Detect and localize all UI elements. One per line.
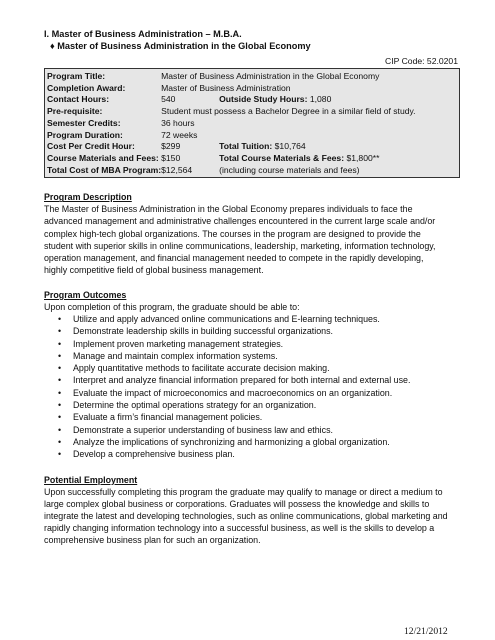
list-item <box>44 374 460 386</box>
program-summary-table <box>47 71 457 176</box>
text-line: rapidly changing information technology into a successful business, as well is the skills to develop a <box>44 522 435 533</box>
contact-hours-label: Contact Hours: <box>47 94 110 105</box>
program-title-label: Program Title: <box>47 71 106 81</box>
text-line: integrate the latest and developing technologies, such as online communications, global marketing and <box>44 510 448 521</box>
text-line: operation management, and financial management needed to compete in the rapidly developing, <box>44 252 424 263</box>
footer-date: 12/21/2012 <box>404 626 448 637</box>
text-line: comprehensive business plan for such an organization. <box>44 534 261 545</box>
program-description-text <box>44 203 460 276</box>
list-item-text: Apply quantitative methods to facilitate accurate decision making. <box>73 363 330 374</box>
list-item-text: Analyze the implications of synchronizing and harmonizing a global organization. <box>73 436 390 447</box>
list-item-text: Evaluate a firm’s financial management policies. <box>73 412 263 423</box>
outside-hours-value: 1,080 <box>309 94 332 105</box>
summary-row <box>47 130 457 142</box>
text-line: The Master of Business Administration in the Global Economy prepares individuals to face the <box>44 204 413 215</box>
list-item-text: Demonstrate a superior understanding of business law and ethics. <box>73 424 333 435</box>
bullet-icon: • <box>58 449 62 460</box>
total-materials-cell <box>219 153 457 165</box>
text-line: Upon successfully completing this program the graduate may qualify to manage or direct a medium to <box>44 486 443 497</box>
summary-row <box>47 118 457 130</box>
prerequisite-label: Pre-requisite: <box>47 106 103 117</box>
summary-row <box>47 141 457 153</box>
semester-credits-value: 36 hours <box>161 117 195 128</box>
list-item <box>44 350 460 362</box>
contact-hours-value: 540 <box>161 94 176 105</box>
total-tuition-cell <box>219 141 457 153</box>
diamond-bullet-icon: ♦ <box>50 41 55 51</box>
potential-employment-text <box>44 486 460 546</box>
list-item <box>44 313 460 325</box>
program-heading <box>44 40 460 52</box>
text-line: highly competitive field of global business management. <box>44 264 264 275</box>
prerequisite-value: Student must possess a Bachelor Degree in a similar field of study. <box>161 106 416 117</box>
text-line: large complex global business or corporations. Graduates will possess the knowledge and skills to <box>44 498 430 509</box>
list-item <box>44 325 460 337</box>
bullet-icon: • <box>58 400 62 411</box>
list-item-text: Implement proven marketing management strategies. <box>73 338 284 349</box>
text-line: advanced management and administrative challenges encountered in the current large scale and/or <box>44 216 436 227</box>
bullet-icon: • <box>58 387 62 398</box>
program-description-title: Program Description <box>44 192 132 203</box>
completion-award-label: Completion Award: <box>47 82 126 93</box>
total-cost-label: Total Cost of MBA Program: <box>47 164 162 175</box>
bullet-icon: • <box>58 412 62 423</box>
outside-hours-label: Outside Study Hours: <box>219 94 308 105</box>
program-heading-text: Master of Business Administration in the Global Economy <box>57 41 311 51</box>
summary-row <box>47 71 457 83</box>
list-item <box>44 448 460 460</box>
cip-code: CIP Code: 52.0201 <box>385 56 458 66</box>
total-cost-note: (including course materials and fees) <box>219 164 360 175</box>
program-outcomes-intro: Upon completion of this program, the graduate should be able to: <box>44 301 300 312</box>
summary-row <box>47 153 457 165</box>
list-item-text: Utilize and apply advanced online communications and E-learning techniques. <box>73 313 380 324</box>
semester-credits-label: Semester Credits: <box>47 117 121 128</box>
total-tuition-label: Total Tuition: <box>219 141 273 152</box>
outside-hours-cell <box>219 94 457 106</box>
course-materials-value: $150 <box>161 152 181 163</box>
program-duration-value: 72 weeks <box>161 129 198 140</box>
completion-award-value: Master of Business Administration <box>161 82 291 93</box>
total-materials-value: $1,800** <box>346 152 380 163</box>
cost-per-credit-label: Cost Per Credit Hour: <box>47 141 135 152</box>
document-page <box>44 24 460 546</box>
bullet-icon: • <box>58 350 62 361</box>
course-materials-label: Course Materials and Fees: <box>47 152 159 163</box>
list-item <box>44 411 460 423</box>
list-item <box>44 424 460 436</box>
list-item-text: Demonstrate leadership skills in building successful organizations. <box>73 326 333 337</box>
list-item-text: Develop a comprehensive business plan. <box>73 449 235 460</box>
program-outcomes-title: Program Outcomes <box>44 289 127 300</box>
list-item <box>44 436 460 448</box>
section-heading: I. Master of Business Administration – M.B.A. <box>44 29 242 39</box>
list-item-text: Evaluate the impact of microeconomics and macroeconomics on an organization. <box>73 387 393 398</box>
list-item-text: Manage and maintain complex information systems. <box>73 350 278 361</box>
cost-per-credit-value: $299 <box>161 141 181 152</box>
bullet-icon: • <box>58 313 62 324</box>
potential-employment-title: Potential Employment <box>44 474 138 485</box>
summary-row <box>47 106 457 118</box>
bullet-icon: • <box>58 375 62 386</box>
list-item <box>44 338 460 350</box>
program-summary-box <box>44 68 460 178</box>
summary-row <box>47 94 457 106</box>
text-line: complex high-tech global organizations. The courses in the program are designed to provide the <box>44 228 421 239</box>
total-materials-label: Total Course Materials & Fees: <box>219 152 345 163</box>
total-cost-value: $12,564 <box>161 164 193 175</box>
program-duration-label: Program Duration: <box>47 129 123 140</box>
list-item <box>44 362 460 374</box>
total-tuition-value: $10,764 <box>274 141 306 152</box>
text-line: student with superior skills in online communications, leadership, marketing, information technology, <box>44 240 436 251</box>
bullet-icon: • <box>58 338 62 349</box>
list-item <box>44 387 460 399</box>
list-item <box>44 399 460 411</box>
program-title-value: Master of Business Administration in the Global Economy <box>161 71 380 81</box>
bullet-icon: • <box>58 326 62 337</box>
summary-row <box>47 83 457 95</box>
list-item-text: Determine the optimal operations strategy for an organization. <box>73 400 317 411</box>
bullet-icon: • <box>58 436 62 447</box>
bullet-icon: • <box>58 363 62 374</box>
summary-row <box>47 165 457 177</box>
list-item-text: Interpret and analyze financial information prepared for both internal and external use. <box>73 375 411 386</box>
bullet-icon: • <box>58 424 62 435</box>
program-outcomes-list <box>44 313 460 461</box>
